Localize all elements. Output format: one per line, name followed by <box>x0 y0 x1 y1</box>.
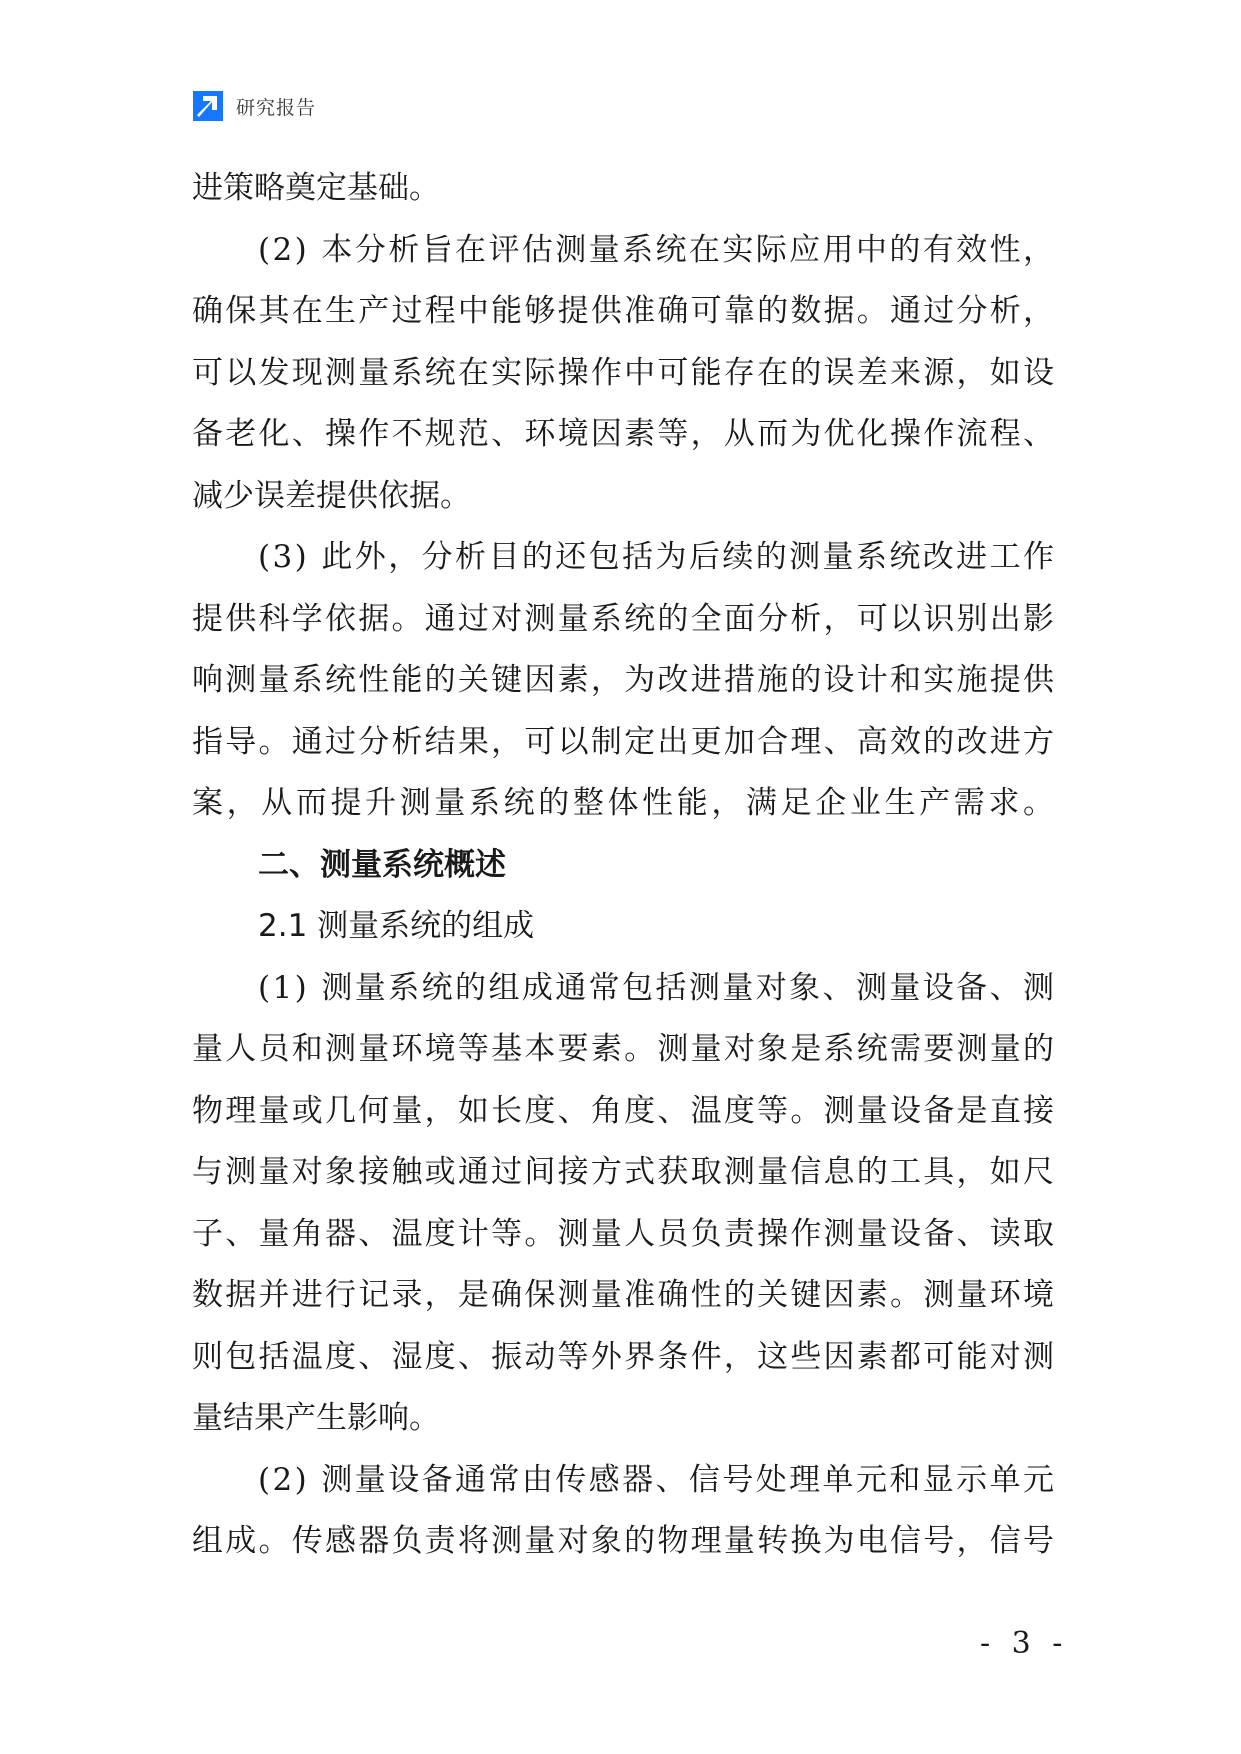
line-text: 减少误差提供依据。 <box>192 477 471 514</box>
line-text: 响测量系统性能的关键因素，为改进措施的设计和实施提供 <box>192 662 1057 698</box>
page-number: - 3 - <box>980 1626 1069 1661</box>
text-line <box>192 158 1054 220</box>
text-line <box>192 1327 1057 1389</box>
header-label: 研究报告 <box>236 96 317 119</box>
text-line <box>192 404 1057 466</box>
text-line <box>192 1388 1054 1450</box>
text-line <box>192 281 1057 343</box>
line-text: 案，从而提升测量系统的整体性能，满足企业生产需求。 <box>192 785 1058 821</box>
line-text: (3) 此外，分析目的还包括为后续的测量系统改进工作 <box>258 539 1057 575</box>
document-body <box>192 158 1058 1573</box>
paragraph-first-line <box>192 220 1057 282</box>
section-heading <box>192 835 1054 897</box>
line-text: 提供科学依据。通过对测量系统的全面分析，可以识别出影 <box>192 600 1057 637</box>
line-text: 物理量或几何量，如长度、角度、温度等。测量设备是直接 <box>192 1092 1057 1129</box>
line-text: 则包括温度、湿度、振动等外界条件，这些因素都可能对测 <box>192 1338 1057 1375</box>
paragraph-first-line <box>192 958 1057 1020</box>
text-line <box>192 1142 1057 1204</box>
line-text: (2) 本分析旨在评估测量系统在实际应用中的有效性， <box>258 231 1057 268</box>
text-line <box>192 343 1057 405</box>
line-text: 量人员和测量环境等基本要素。测量对象是系统需要测量的 <box>192 1031 1057 1067</box>
line-text: 可以发现测量系统在实际操作中可能存在的误差来源，如设 <box>192 354 1057 391</box>
subsection-heading <box>192 896 1054 958</box>
text-line <box>192 1019 1057 1081</box>
text-line <box>192 1511 1057 1573</box>
line-text: 量结果产生影响。 <box>192 1400 440 1436</box>
page-header <box>192 88 316 124</box>
line-text: 与测量对象接触或通过间接方式获取测量信息的工具，如尺 <box>192 1154 1057 1190</box>
text-line <box>192 650 1057 712</box>
text-line <box>192 1265 1057 1327</box>
text-line <box>192 589 1057 651</box>
line-text: 二、测量系统概述 <box>258 846 506 883</box>
line-text: 组成。传感器负责将测量对象的物理量转换为电信号，信号 <box>192 1523 1057 1559</box>
line-text: 数据并进行记录，是确保测量准确性的关键因素。测量环境 <box>192 1277 1057 1313</box>
line-text: 子、量角器、温度计等。测量人员负责操作测量设备、读取 <box>192 1215 1057 1252</box>
text-line <box>192 1204 1057 1266</box>
line-text: 备老化、操作不规范、环境因素等，从而为优化操作流程、 <box>192 416 1057 452</box>
line-text: 进策略奠定基础。 <box>192 170 440 206</box>
text-line <box>192 712 1057 774</box>
paragraph-first-line <box>192 527 1057 589</box>
line-text: (1) 测量系统的组成通常包括测量对象、测量设备、测 <box>258 969 1057 1006</box>
paragraph-first-line <box>192 1450 1057 1512</box>
line-text: 2.1 测量系统的组成 <box>258 908 535 944</box>
text-line <box>192 773 1058 835</box>
text-line <box>192 466 1054 528</box>
line-text: 确保其在生产过程中能够提供准确可靠的数据。通过分析， <box>192 293 1057 329</box>
text-line <box>192 1081 1057 1143</box>
line-text: (2) 测量设备通常由传感器、信号处理单元和显示单元 <box>258 1461 1057 1498</box>
line-text: 指导。通过分析结果，可以制定出更加合理、高效的改进方 <box>192 723 1057 760</box>
arrow-up-right-icon <box>192 90 224 122</box>
